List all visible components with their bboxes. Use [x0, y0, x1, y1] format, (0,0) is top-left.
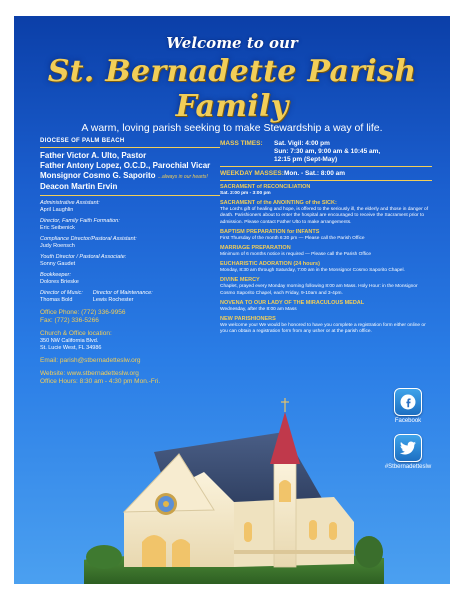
compliance-role: Compliance Director/Pastoral Assistant: — [40, 236, 137, 242]
section — [220, 300, 432, 313]
side-window — [244, 522, 252, 542]
music-role: Director of Music: — [40, 290, 83, 296]
section-body: Sat. 2:00 pm - 3:00 pm — [220, 191, 271, 196]
weekday-value: Mon. - Sat.: 8:00 am — [284, 170, 346, 177]
office-hours: Office Hours: 8:30 am - 4:30 pm Mon.-Fri. — [40, 378, 161, 385]
tree — [86, 545, 122, 569]
maintenance-name: Lewis Rochester — [92, 297, 134, 303]
section-body: Minimum of 6 months notice is required — Please call the Parish Office — [220, 252, 372, 258]
deacon-name: Deacon Martin Ervin — [40, 182, 118, 191]
section — [220, 316, 432, 335]
arcade-beam — [234, 550, 354, 554]
section-body: First Thursday of the month 6:30 pm — Please call the Parish Office — [220, 235, 365, 241]
monsignor-note: ...always in our hearts! — [157, 174, 208, 180]
divider — [40, 195, 220, 196]
tree — [355, 536, 383, 568]
maintenance-role: Director of Maintenance: — [92, 290, 153, 296]
section-body: Chaplet, prayed every Monday morning following 8:00 am Mass. Holy Hour: in the Monsignor Cosmo Saporito Chapel, each Friday, 9-10am and 3-4pm. — [220, 284, 418, 296]
admin-role: Administrative Assistant: — [40, 200, 100, 206]
mass-times-row — [220, 140, 432, 164]
address-line-1: 350 NW California Blvd. — [40, 338, 99, 344]
office-phone: Office Phone: (772) 336-9956 — [40, 309, 126, 316]
facebook-icon — [400, 394, 416, 410]
mass-times-label: MASS TIMES: — [220, 140, 263, 147]
address-line-2: St. Lucie West, FL 34986 — [40, 345, 102, 351]
youth-role: Youth Director / Pastoral Associate: — [40, 254, 127, 260]
music-name: Thomas Bold — [40, 297, 73, 303]
website-link[interactable]: Website: www.stbernadetteslw.org — [40, 370, 139, 377]
faith-name: Eric Seibenick — [40, 225, 75, 231]
section-body: We welcome you! We would be honored to have you complete a registration form either online or you can obtain a registration form from any usher or at the parish office. — [220, 323, 426, 335]
monsignor-name: Monsignor Cosmo G. Saporito — [40, 171, 156, 180]
section-title: SACRAMENT of RECONCILIATION — [220, 184, 311, 190]
twitter-label[interactable]: #Stbernadetteslw — [384, 464, 432, 470]
monsignor-line — [40, 171, 220, 182]
welcome-heading: Welcome to our — [166, 34, 298, 52]
section-title: DIVINE MERCY — [220, 277, 260, 284]
diocese-label: DIOCESE OF PALM BEACH — [40, 138, 220, 148]
section — [220, 261, 432, 274]
address-label: Church & Office location: — [40, 330, 112, 337]
section-title: SACRAMENT of the ANOINTING of the SICK: — [220, 200, 337, 207]
staff-column — [40, 138, 220, 386]
parish-poster — [14, 16, 450, 584]
schedule-column — [220, 140, 432, 335]
section — [220, 200, 432, 226]
maintenance-block — [93, 286, 153, 304]
section — [220, 245, 432, 258]
music-block — [40, 286, 83, 304]
facebook-button[interactable] — [394, 388, 422, 416]
side-window — [309, 520, 317, 540]
tower-window — [279, 480, 291, 502]
mass-times-values — [274, 140, 380, 164]
divider — [220, 166, 432, 167]
section — [220, 277, 432, 296]
section-title: MARRIAGE PREPARATION — [220, 245, 291, 252]
divider — [220, 180, 432, 181]
side-window — [329, 522, 337, 540]
faith-role: Director, Family Faith Formation: — [40, 218, 120, 224]
tagline: A warm, loving parish seeking to make Stewardship a way of life. — [81, 122, 383, 134]
parish-title: St. Bernadette Parish Family — [47, 54, 417, 124]
bookkeeper-role: Bookkeeper: — [40, 272, 71, 278]
mass-sun-2: 12:15 pm (Sept-May) — [274, 156, 338, 163]
section-title: NEW PARISHIONERS — [220, 316, 276, 323]
rose-window-center — [163, 501, 169, 507]
compliance-name: Judy Roensch — [40, 243, 75, 249]
section-body: Monday, 8:30 am through Saturday, 7:00 am in the Monsignor Cosmo Saporito Chapel. — [220, 268, 405, 274]
section-title: NOVENA TO OUR LADY OF THE MIRACULOUS MEDAL — [220, 299, 365, 306]
facebook-label[interactable]: Facebook — [394, 418, 422, 424]
weekday-label: WEEKDAY MASSES: — [220, 170, 284, 177]
entry-arch — [142, 535, 166, 567]
pastor-name: Father Victor A. Ulto, Pastor — [40, 151, 147, 160]
email-link[interactable]: Email: parish@stbernadetteslw.org — [40, 357, 141, 364]
weekday-row — [220, 170, 432, 178]
social-links — [378, 388, 438, 470]
office-fax: Fax: (772) 336-5266 — [40, 317, 99, 324]
youth-name: Sonny Gaudet — [40, 261, 76, 267]
entry-arch — [172, 539, 190, 567]
mass-sun: Sun: 7:30 am, 9:00 am & 10:45 am, — [274, 148, 381, 155]
section — [220, 229, 432, 242]
twitter-bird-icon — [399, 441, 417, 455]
section-body: The Lord's gift of healing and hope, is offered to the seriously ill, the elderly and those in danger of death. Parishioners about to enter the hospital are encouraged to receive the Sacrament prior to admission. Please contact Father Ulto to make arrangements. — [220, 207, 429, 225]
section — [220, 184, 432, 197]
music-maintenance-row — [40, 286, 220, 304]
section-title: EUCHARISTIC ADORATION (24 hours) — [220, 261, 320, 268]
twitter-button[interactable] — [394, 434, 422, 462]
bookkeeper-name: Dolores Brieske — [40, 279, 79, 285]
section-body: Wednesday, after the 8:00 am Mass — [220, 306, 297, 312]
vicar-name: Father Antony Lopez, O.C.D., Parochial Vicar — [40, 161, 211, 170]
mass-sat: Sat. Vigil: 4:00 pm — [274, 140, 330, 147]
admin-name: April Laughlin — [40, 207, 74, 213]
section-title: BAPTISM PREPARATION for INFANTS — [220, 228, 320, 235]
church-illustration — [84, 392, 384, 584]
